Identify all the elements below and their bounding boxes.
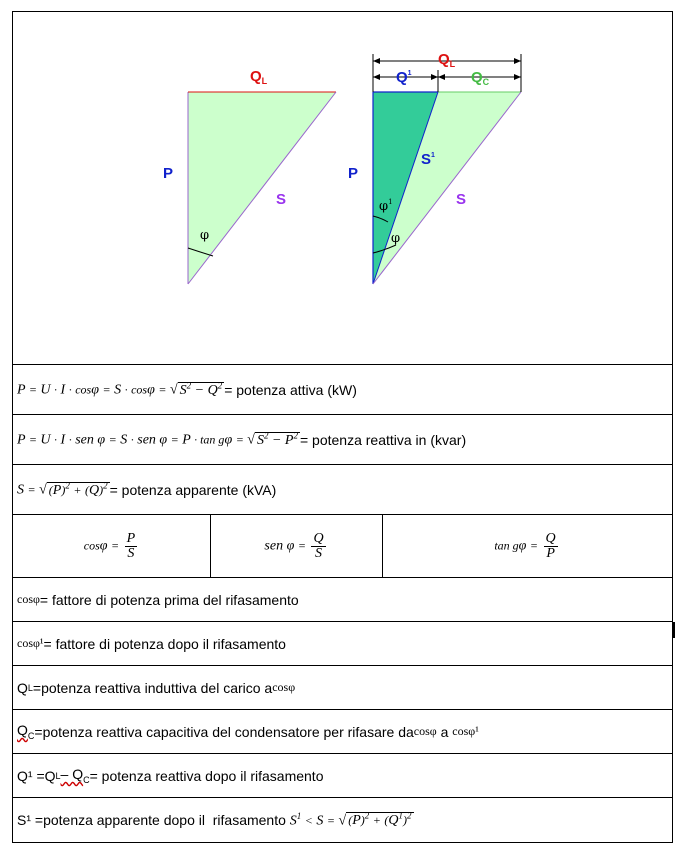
s1-label: $S^1$ [421,151,435,168]
phi-label-right: φ [391,231,401,246]
formula-cosphi: cosφ [17,592,40,606]
p-label-left: P [163,165,174,182]
arrow-head [431,74,438,80]
formula-sen: sen φ = $\frac{Q}{S}$ [264,530,324,561]
row-s1 [13,797,672,842]
formula-render: S = √ $(P)^2 + (Q)^2$ [17,480,108,498]
row-power-factor-before [13,577,672,621]
row-active-power [13,364,672,414]
arrow-head [514,58,521,64]
row-q1 [13,753,672,797]
arrow-head [373,74,380,80]
ql-subscript: L [55,770,61,781]
formula-render: $S^1 < S$ = √ $(P)^2 + (Q^1)^2$ [289,810,412,829]
description-text: = fattore di potenza dopo il rifasamento [43,635,286,652]
q1-label: $Q^1$ [396,69,412,86]
formula-cos: cosφ = $\frac{P}{S}$ [83,530,136,561]
cell-sen [210,515,383,577]
cell-tan [382,515,672,577]
formula-cosphi: cosφ [272,680,296,694]
p-label-right: P [348,165,359,182]
arrow-head [438,74,445,80]
row-reactive-power [13,414,672,464]
arrow-head [373,58,380,64]
qc-symbol: $Q_C$ [17,722,35,741]
row-ql [13,665,672,709]
connector-text: a [436,723,453,740]
formula-render: P = U · I · sen φ = S · sen φ = P · tan gφ = √ $S^2 - P^2$ [17,430,298,448]
description-text: S¹ =potenza apparente dopo il rifasamento [17,812,290,828]
qc-term: – $Q_C$ [60,766,90,785]
formula-cosphi1: cosφ¹ [452,724,479,738]
description-text: =potenza reattiva capacitiva del condensatore per rifasare da [34,723,414,740]
s-label-right: S [456,191,467,208]
formula-render: P = U · I · cosφ = S · cosφ = √ $S^2 - Q^2$ [17,380,223,398]
phi1-label: $\varphi^1$ [379,198,393,214]
description-text: = potenza reattiva dopo il rifasamento [89,767,324,784]
arrow-head [514,74,521,80]
ql-label-left: $Q_L$ [250,68,268,86]
cell-cos [13,515,211,577]
formula-cosphi1: cosφ¹ [17,636,44,650]
formula-tan: tan gφ = $\frac{Q}{P}$ [494,530,556,561]
row-qc [13,709,672,753]
description-text: = potenza attiva (kW) [224,381,357,398]
ql-subscript: L [27,682,33,693]
edge-mark [672,622,675,638]
formula-cosphi: cosφ [413,724,437,738]
row-apparent-power [13,464,672,514]
description-text: = fattore di potenza prima del rifasamento [39,591,299,608]
row-power-factor-after [13,621,672,665]
qc-label: $Q_C$ [471,69,490,87]
power-triangle-diagram [13,12,672,364]
description-text: =potenza reattiva induttiva del carico a [32,679,273,696]
description-text: = potenza apparente (kVA) [109,481,277,498]
ql-label-right: $Q_L$ [438,51,456,69]
row-trig-ratios [13,514,672,577]
ql-symbol: Q [17,679,28,696]
document-page [12,11,673,843]
description-text: = potenza reattiva in (kvar) [299,431,467,448]
q1-symbol: Q¹ =Q [17,767,56,784]
s-label-left: S [276,191,287,208]
phi-label-left: φ [200,228,210,243]
